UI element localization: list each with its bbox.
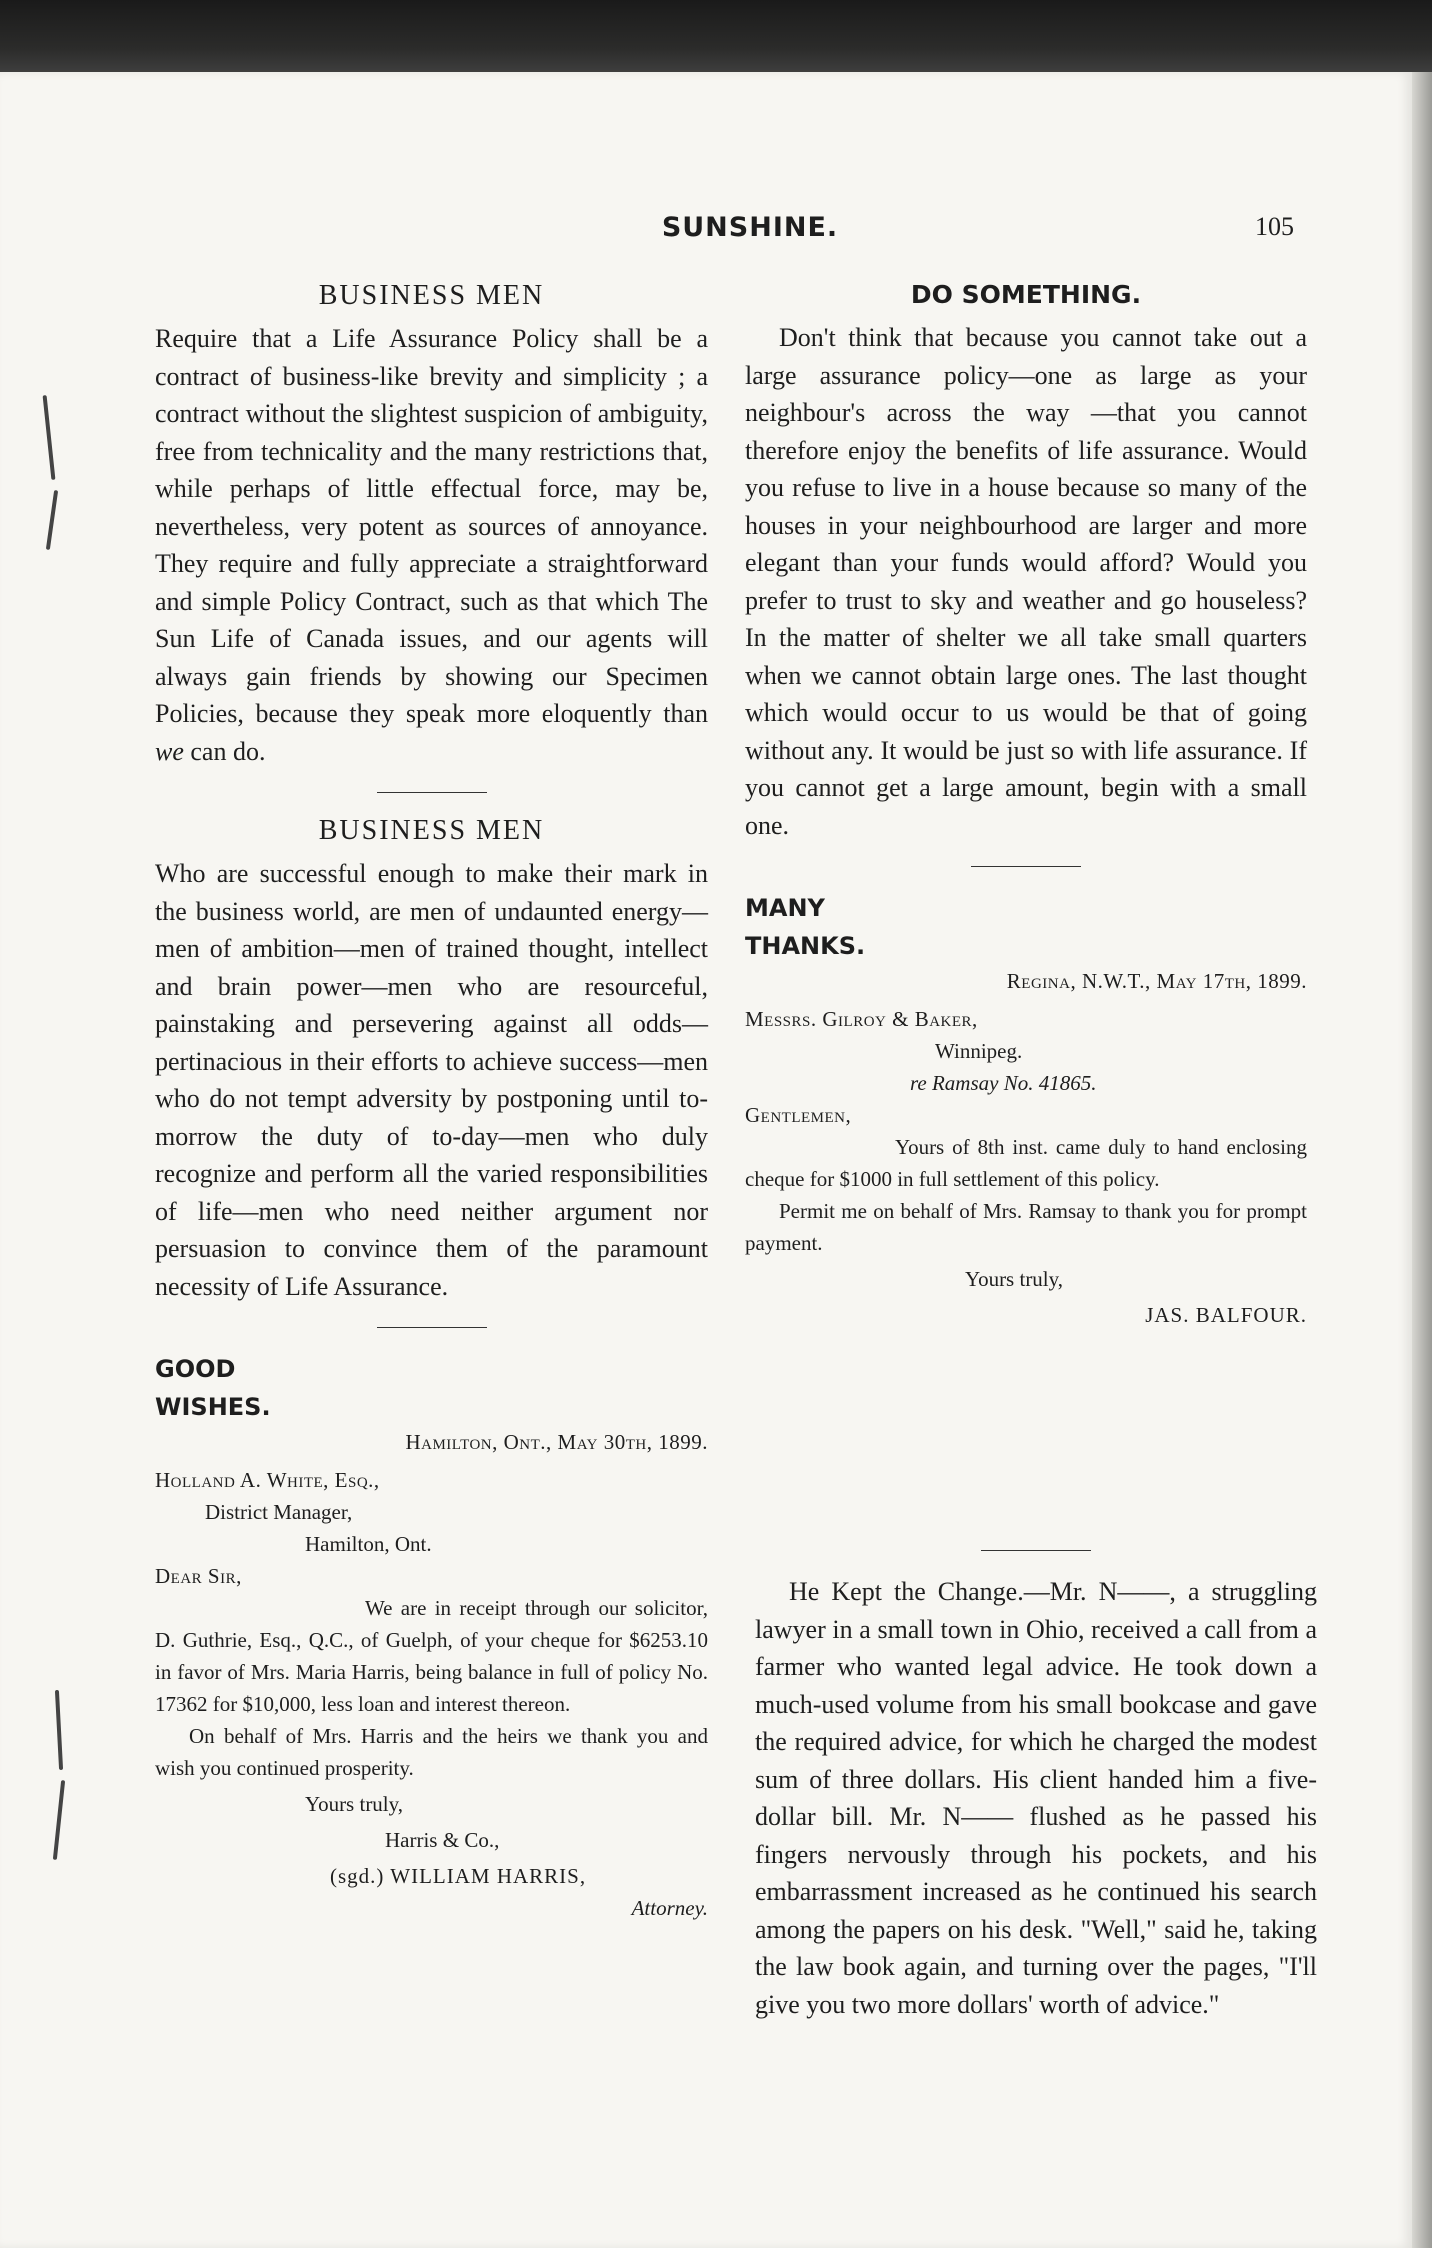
- closing: Yours truly,: [305, 1792, 404, 1816]
- letter-heading: MANY: [745, 894, 825, 922]
- section-divider: [377, 792, 487, 793]
- scan-top-border: [0, 0, 1432, 80]
- letter-paragraph: Yours of 8th inst. came duly to hand enclosing cheque for $1000 in full settlement of this policy.: [745, 1135, 1307, 1191]
- section-divider: [981, 1550, 1091, 1551]
- page-edge: [1412, 72, 1432, 2248]
- article-body: Don't think that because you cannot take out a large assurance policy—one as large as your neighbour's across the way —that you cannot therefore enjoy the benefits of life assurance. Would you refuse to live in a house because so many of the houses in your neighbourhood are larger and more elegant than your funds would afford? Would you prefer to trust to sky and weather and go houseless? In the matter of shelter we all take small quarters when we cannot obtain large ones. The last thought which would occur to us would be that of going without any. It would be just so with life assurance. If you cannot get a large amount, begin with a small one.: [745, 323, 1307, 840]
- good-wishes-letter: [155, 1350, 708, 1924]
- letter-paragraph: We are in receipt through our solicitor, D. Guthrie, Esq., Q.C., of Guelph, of your cheque for $6253.10 in favor of Mrs. Maria Harris, being balance in full of policy No. 17362 for $10,000, less loan and interest thereon.: [155, 1596, 708, 1716]
- addressee-title: District Manager,: [205, 1500, 353, 1524]
- company-name: Harris & Co.,: [385, 1828, 500, 1852]
- letter-paragraph: On behalf of Mrs. Harris and the heirs we thank you and wish you continued prosperity.: [155, 1724, 708, 1780]
- article-body: He Kept the Change.—Mr. N——, a struggling lawyer in a small town in Ohio, received a call from a farmer who wanted legal advice. He took down a much-used volume from his small bookcase and gave the required advice, for which he charged the modest sum of three dollars. His client handed him a five-dollar bill. Mr. N—— flushed as he passed his fingers nervously through his pockets, and his embarrassment increased as he continued his search among the papers on his desk. "Well," said he, taking the law book again, and turning over the pages, "I'll give you two more dollars' worth of advice.": [755, 1577, 1317, 2019]
- addressee: Messrs. Gilroy & Baker,: [745, 1007, 978, 1031]
- addressee-city: Winnipeg.: [935, 1039, 1023, 1063]
- section-divider: [377, 1327, 487, 1328]
- article-heading: DO SOMETHING.: [910, 280, 1142, 309]
- article-body: Require that a Life Assurance Policy shall be a contract of business-like brevity and simplicity ; a contract without the slightest suspicion of ambiguity, free from technicality and the many restrictions that, while perhaps of little effectual force, may be, nevertheless, very potent as sources of annoyance. They require and fully appreciate a straightforward and simple Policy Contract, such as that which The Sun Life of Canada issues, and our agents will always gain friends by showing our Specimen Policies, because they speak more eloquently than we can do.: [155, 324, 708, 766]
- dateline: Regina, N.W.T., May 17th, 1899.: [1006, 969, 1307, 993]
- reference-line: re Ramsay No. 41865.: [910, 1071, 1097, 1095]
- dateline: Hamilton, Ont., May 30th, 1899.: [405, 1430, 708, 1454]
- right-column: [745, 280, 1307, 1331]
- addressee-city: Hamilton, Ont.: [305, 1532, 432, 1556]
- article-heading: BUSINESS MEN: [318, 815, 545, 846]
- left-column: [155, 280, 708, 1924]
- section-divider: [971, 866, 1081, 867]
- page-number: 105: [1255, 212, 1294, 241]
- closing: Yours truly,: [965, 1267, 1064, 1291]
- letter-paragraph: Permit me on behalf of Mrs. Ramsay to thank you for prompt payment.: [745, 1199, 1307, 1255]
- letter-heading: THANKS.: [745, 932, 866, 960]
- addressee: Holland A. White, Esq.,: [155, 1468, 380, 1492]
- letter-heading: WISHES.: [155, 1393, 271, 1421]
- article-body: Who are successful enough to make their mark in the business world, are men of undaunted energy—men of ambition—men of trained thought, intellect and brain power—men who are resourceful, painstaking and persevering against all odds—pertinacious in their efforts to achieve success—men who do not tempt adversity by postponing until to-morrow the duty of to-day—men who duly recognize and perform all the varied responsibilities of life—men who need neither argument nor persuasion to convince them of the paramount necessity of Life Assurance.: [155, 859, 708, 1301]
- signature: JAS. BALFOUR.: [1145, 1303, 1307, 1327]
- salutation: Dear Sir,: [155, 1564, 242, 1588]
- article-heading: BUSINESS MEN: [318, 280, 545, 311]
- running-head: SUNSHINE.: [661, 212, 839, 243]
- signature: (sgd.) WILLIAM HARRIS,: [330, 1864, 587, 1888]
- many-thanks-letter: [745, 889, 1307, 1331]
- salutation: Gentlemen,: [745, 1103, 852, 1127]
- signature-title: Attorney.: [631, 1896, 708, 1920]
- letter-heading: GOOD: [155, 1355, 236, 1383]
- right-column-lower: [755, 1550, 1317, 2023]
